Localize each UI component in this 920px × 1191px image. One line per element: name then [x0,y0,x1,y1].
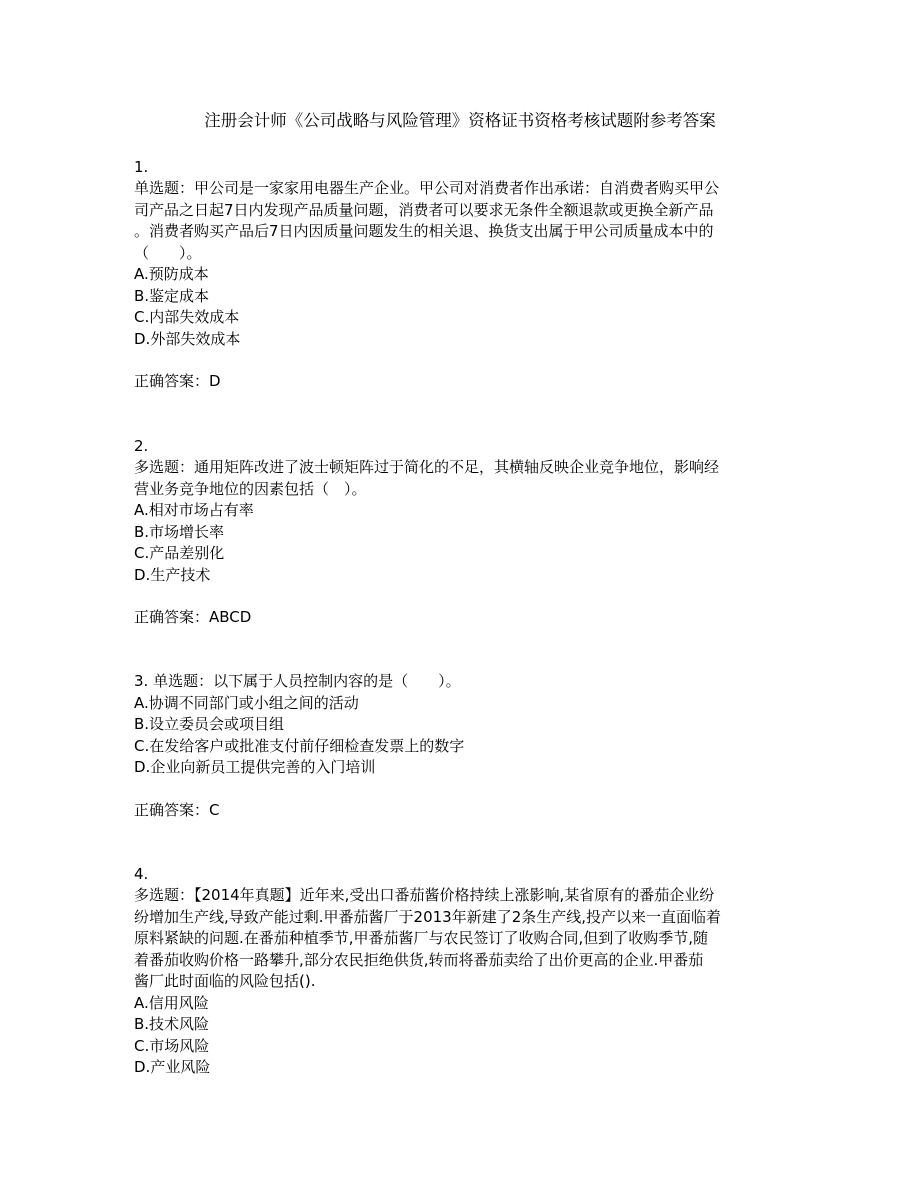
question-2-option-b: B.市场增长率 [134,523,225,541]
question-2-stem-line-1: 多选题：通用矩阵改进了波士顿矩阵过于简化的不足，其横轴反映企业竞争地位，影响经 [134,458,720,476]
question-4-option-c: C.市场风险 [134,1037,210,1055]
question-2-option-d: D.生产技术 [134,566,211,584]
question-4-number: 4. [134,865,149,883]
question-4-stem-line-5: 酱厂此时面临的风险包括(). [134,972,316,990]
question-4-option-a: A.信用风险 [134,994,209,1012]
question-1-stem-line-4: （ ）。 [134,244,202,262]
question-1-stem-line-1: 单选题：甲公司是一家家用电器生产企业。甲公司对消费者作出承诺：自消费者购买甲公 [134,179,720,197]
question-2-option-a: A.相对市场占有率 [134,501,254,519]
question-4-stem-line-1: 多选题：【2014年真题】近年来,受出口番茄酱价格持续上涨影响,某省原有的番茄企业纷 [134,886,715,904]
question-4-stem-line-3: 原料紧缺的问题.在番茄种植季节,甲番茄酱厂与农民签订了收购合同,但到了收购季节,随 [134,929,709,947]
question-3-stem-line-1: 3. 单选题：以下属于人员控制内容的是（ ）。 [134,672,461,690]
question-4-option-d: D.产业风险 [134,1058,211,1076]
question-1-stem-line-3: 。消费者购买产品后7日内因质量问题发生的相关退、换货支出属于甲公司质量成本中的 [134,222,714,240]
question-2-number: 2. [134,437,149,455]
question-1-option-a: A.预防成本 [134,265,209,283]
question-2-option-c: C.产品差别化 [134,544,225,562]
question-3-option-a: A.协调不同部门或小组之间的活动 [134,694,359,712]
question-3-option-b: B.设立委员会或项目组 [134,715,285,733]
question-1-option-c: C.内部失效成本 [134,308,240,326]
question-4-option-b: B.技术风险 [134,1015,210,1033]
question-4-stem-line-2: 纷增加生产线,导致产能过剩.甲番茄酱厂于2013年新建了2条生产线,投产以来一直面临着 [134,908,722,926]
question-3-option-d: D.企业向新员工提供完善的入门培训 [134,758,376,776]
question-2-answer: 正确答案：ABCD [134,608,252,626]
question-1-option-b: B.鉴定成本 [134,287,210,305]
question-1-number: 1. [134,158,149,176]
question-1-stem-line-2: 司产品之日起7日内发现产品质量问题，消费者可以要求无条件全额退款或更换全新产品 [134,201,714,219]
question-2-stem-line-2: 营业务竞争地位的因素包括（ ）。 [134,480,367,498]
question-1-answer: 正确答案：D [134,372,221,390]
question-3-option-c: C.在发给客户或批准支付前仔细检查发票上的数字 [134,737,465,755]
document-title: 注册会计师《公司战略与风险管理》资格证书资格考核试题附参考答案 [204,111,716,130]
question-4-stem-line-4: 着番茄收购价格一路攀升,部分农民拒绝供货,转而将番茄卖给了出价更高的企业.甲番茄 [134,951,704,969]
question-3-answer: 正确答案：C [134,801,220,819]
question-1-option-d: D.外部失效成本 [134,330,241,348]
